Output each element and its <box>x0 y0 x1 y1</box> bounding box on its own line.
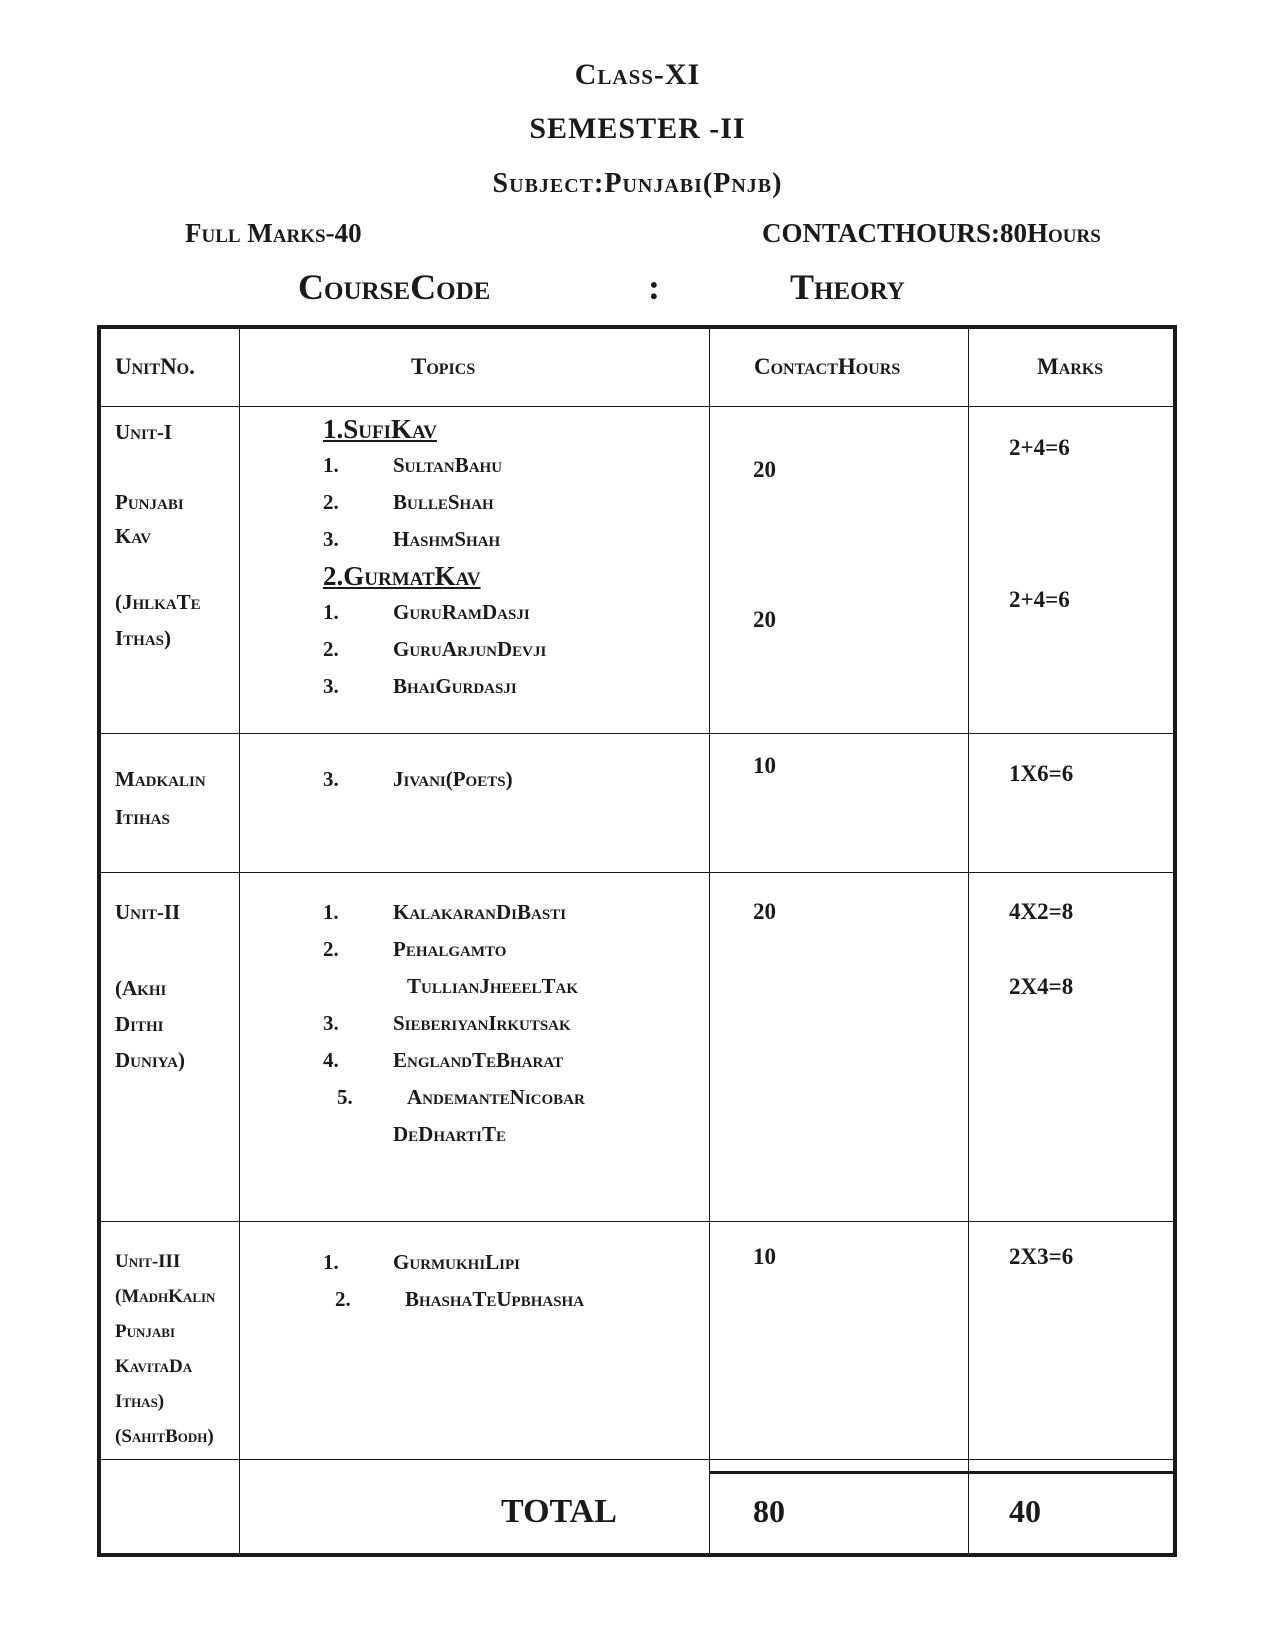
total-label: TOTAL <box>501 1493 617 1530</box>
list-item: 2. Pehalgamto <box>323 937 507 961</box>
list-item: 5. AndemanteNicobar <box>337 1085 585 1109</box>
column-divider <box>968 329 969 1553</box>
unit-label-line: Punjabi <box>115 1321 176 1342</box>
unit1-label <box>115 414 235 656</box>
unit-label-line: Madkalin <box>115 767 206 791</box>
unit-label-line: (SahitBodh) <box>115 1426 214 1447</box>
unit-label-line: Itihas <box>115 805 170 829</box>
list-item: 2. BulleShah <box>323 490 494 514</box>
row-divider <box>101 1221 1173 1222</box>
unit3-hours: 10 <box>753 1244 776 1269</box>
column-divider <box>709 329 710 1553</box>
course-code-label: CourseCode <box>298 267 491 307</box>
unit-label-line: Punjabi <box>115 490 184 514</box>
total-hours: 80 <box>753 1493 785 1529</box>
header-topics: Topics <box>411 354 476 379</box>
row-divider <box>101 406 1173 407</box>
unit1-hours-gurmat: 20 <box>753 607 776 632</box>
list-item: 4. EnglandTeBharat <box>323 1048 564 1072</box>
list-item: 1. SultanBahu <box>323 453 503 477</box>
list-item: 1. GurmukhiLipi <box>323 1250 521 1274</box>
unit-label-line: Ithas) <box>115 1391 165 1412</box>
unit-label-line: Unit-I <box>115 420 173 444</box>
unit-label-line: (MadhKalin <box>115 1286 216 1307</box>
unit-label-line: Unit-II <box>115 900 181 924</box>
list-item: 3. BhaiGurdasji <box>323 674 517 698</box>
unit3-topics <box>323 1244 703 1318</box>
section-title-sufi-kav: 1.SufiKav <box>323 414 437 444</box>
row-divider <box>101 1459 1173 1460</box>
unit1-topics <box>323 411 703 705</box>
semester-title: SEMESTER -II <box>529 112 746 145</box>
subject-line: Subject:Punjabi(Pnjb) <box>492 168 783 199</box>
total-divider <box>709 1471 1173 1474</box>
contact-hours-total: CONTACTHOURS:80Hours <box>762 218 1101 248</box>
course-code-value: Theory <box>790 267 905 307</box>
header-marks: Marks <box>1037 354 1104 379</box>
unit-label-line: (JhlkaTe <box>115 590 201 614</box>
unit-label-line: Kav <box>115 524 152 548</box>
unit2-hours: 20 <box>753 899 776 924</box>
list-item: 3. HashmShah <box>323 527 501 551</box>
full-marks: Full Marks-40 <box>185 218 362 248</box>
unit2-label <box>115 894 185 1078</box>
syllabus-table <box>97 325 1177 1557</box>
class-title: Class-XI <box>574 58 701 91</box>
row-divider <box>101 733 1173 734</box>
unit2-topics <box>323 894 703 1153</box>
total-marks: 40 <box>1009 1493 1041 1529</box>
list-item: DeDhartiTe <box>393 1122 506 1146</box>
unit-label-line: Duniya) <box>115 1048 185 1072</box>
list-item: 3. SieberiyanIrkutsak <box>323 1011 571 1035</box>
madkalin-topics <box>323 761 703 798</box>
unit-label-line: (Akhi <box>115 976 167 1000</box>
madkalin-label <box>115 761 206 837</box>
list-item: 1. GuruRamDasji <box>323 600 530 624</box>
header-contact-hours: ContactHours <box>754 354 901 379</box>
madkalin-marks: 1X6=6 <box>1009 761 1074 786</box>
course-code-colon: : <box>648 267 660 307</box>
unit-label-line: Ithas) <box>115 626 172 650</box>
list-item: 2. BhashaTeUpbhasha <box>335 1287 585 1311</box>
list-item: 3. Jivani(Poets) <box>323 767 513 791</box>
unit2-marks-1: 4X2=8 <box>1009 899 1074 924</box>
unit3-label <box>115 1244 215 1454</box>
row-divider <box>101 872 1173 873</box>
column-divider <box>239 329 240 1553</box>
unit1-marks-gurmat: 2+4=6 <box>1009 587 1070 612</box>
unit3-marks: 2X3=6 <box>1009 1244 1074 1269</box>
unit1-hours-sufi: 20 <box>753 457 776 482</box>
unit-label-line: Dithi <box>115 1012 164 1036</box>
unit2-marks-2: 2X4=8 <box>1009 974 1074 999</box>
section-title-gurmat-kav: 2.GurmatKav <box>323 561 481 591</box>
unit1-marks-sufi: 2+4=6 <box>1009 435 1070 460</box>
list-item: 1. KalakaranDiBasti <box>323 900 567 924</box>
unit-label-line: KavitaDa <box>115 1356 193 1377</box>
unit-label-line: Unit-III <box>115 1251 181 1272</box>
course-code-row <box>0 266 1275 310</box>
header-unit-no: UnitNo. <box>115 354 195 379</box>
list-item: TullianJheeelTak <box>407 974 579 998</box>
madkalin-hours: 10 <box>753 753 776 778</box>
list-item: 2. GuruArjunDevji <box>323 637 547 661</box>
